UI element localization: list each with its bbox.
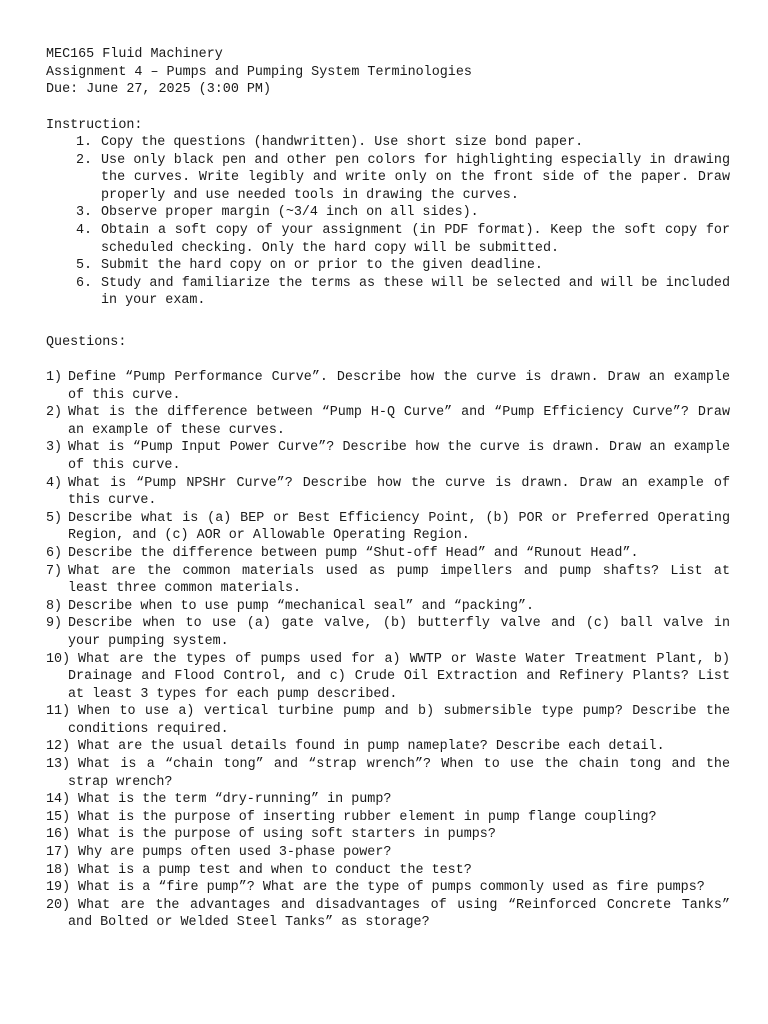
question-number: 11)	[46, 704, 71, 720]
question-item	[46, 563, 730, 598]
question-text: What are the common materials used as pump impellers and pump shafts? List at least three common materials.	[68, 563, 730, 597]
question-text: What is a “fire pump”? What are the type of pumps commonly used as fire pumps?	[78, 880, 705, 896]
question-item	[46, 809, 730, 827]
instruction-item	[70, 222, 730, 257]
question-text: Describe when to use pump “mechanical seal” and “packing”.	[68, 598, 535, 614]
question-item	[46, 369, 730, 404]
question-item	[46, 844, 730, 862]
instruction-item	[70, 134, 730, 152]
question-number: 18)	[46, 862, 71, 878]
question-number: 17)	[46, 845, 71, 861]
instruction-number: 2.	[76, 152, 93, 168]
question-text: What is “Pump Input Power Curve”? Describe how the curve is drawn. Draw an example of this curve.	[68, 440, 730, 473]
question-text: Why are pumps often used 3-phase power?	[78, 845, 392, 861]
question-text: When to use a) vertical turbine pump and b) submersible type pump? Describe the conditions required.	[68, 704, 730, 737]
question-text: Define “Pump Performance Curve”. Describe how the curve is drawn. Draw an example of this curve.	[68, 370, 730, 403]
question-number: 10)	[46, 651, 71, 667]
question-item	[46, 897, 730, 932]
instruction-text: Submit the hard copy on or prior to the given deadline.	[101, 258, 543, 274]
question-item	[46, 738, 730, 756]
question-text: What is a pump test and when to conduct the test?	[78, 862, 472, 878]
instruction-text: Copy the questions (handwritten). Use short size bond paper.	[101, 135, 584, 150]
assignment-title: Assignment 4 – Pumps and Pumping System Terminologies	[46, 64, 472, 80]
instruction-item	[70, 257, 730, 275]
question-item	[46, 879, 730, 897]
question-number: 20)	[46, 897, 71, 913]
instruction-number: 1.	[76, 135, 93, 150]
instruction-number: 3.	[76, 205, 93, 221]
instruction-text: Use only black pen and other pen colors for highlighting especially in drawing the curves. Write legibly and write only on the front side of the paper. Draw properly and use needed tools in drawing the curves.	[101, 152, 730, 203]
question-number: 6)	[46, 545, 63, 561]
instruction-text: Study and familiarize the terms as these will be selected and will be included in your exam.	[101, 275, 730, 309]
question-item	[46, 703, 730, 738]
instruction-item	[70, 204, 730, 222]
question-number: 5)	[46, 510, 63, 526]
question-item	[46, 598, 730, 616]
question-item	[46, 862, 730, 880]
question-item	[46, 826, 730, 844]
question-item	[46, 615, 730, 650]
question-item	[46, 475, 730, 510]
questions-list	[46, 369, 730, 932]
question-text: What are the advantages and disadvantages of using “Reinforced Concrete Tanks” and Bolted or Welded Steel Tanks” as storage?	[68, 897, 730, 931]
question-text: What is the term “dry-running” in pump?	[78, 792, 392, 808]
question-number: 8)	[46, 598, 63, 614]
questions-heading: Questions:	[46, 335, 127, 350]
question-item	[46, 545, 730, 563]
question-number: 19)	[46, 880, 71, 896]
question-number: 13)	[46, 757, 71, 773]
question-number: 15)	[46, 809, 71, 825]
question-text: Describe when to use (a) gate valve, (b) butterfly valve and (c) ball valve in your pumping system.	[68, 616, 730, 649]
instructions-list	[70, 134, 730, 310]
question-text: Describe what is (a) BEP or Best Efficiency Point, (b) POR or Preferred Operating Region, and (c) AOR or Allowable Operating Region.	[68, 510, 730, 544]
question-text: What is “Pump NPSHr Curve”? Describe how the curve is drawn. Draw an example of this curve.	[68, 475, 730, 509]
question-number: 4)	[46, 475, 63, 491]
question-text: What is a “chain tong” and “strap wrench”? When to use the chain tong and the strap wrench?	[68, 757, 730, 790]
instruction-number: 5.	[76, 258, 93, 274]
document-header	[46, 46, 736, 99]
question-text: What is the purpose of using soft starters in pumps?	[78, 827, 496, 843]
question-number: 12)	[46, 739, 71, 755]
question-item	[46, 756, 730, 791]
question-item	[46, 404, 730, 439]
question-number: 14)	[46, 792, 71, 808]
question-number: 9)	[46, 616, 63, 632]
course-title: MEC165 Fluid Machinery	[46, 47, 223, 62]
question-number: 1)	[46, 370, 63, 385]
question-number: 7)	[46, 563, 63, 579]
question-text: Describe the difference between pump “Shut-off Head” and “Runout Head”.	[68, 545, 639, 561]
instruction-item	[70, 275, 730, 310]
question-text: What is the purpose of inserting rubber element in pump flange coupling?	[78, 809, 657, 825]
question-text: What is the difference between “Pump H-Q Curve” and “Pump Efficiency Curve”? Draw an example of these curves.	[68, 405, 730, 438]
question-item	[46, 439, 730, 474]
question-item	[46, 651, 730, 704]
due-date: Due: June 27, 2025 (3:00 PM)	[46, 82, 271, 98]
question-number: 16)	[46, 827, 71, 843]
instruction-item	[70, 152, 730, 205]
instruction-number: 4.	[76, 222, 93, 238]
question-item	[46, 791, 730, 809]
instruction-number: 6.	[76, 275, 93, 291]
question-text: What are the types of pumps used for a) WWTP or Waste Water Treatment Plant, b) Drainage and Flood Control, and c) Crude Oil Extraction and Refinery Plants? List at least 3 types for each pump described.	[68, 651, 730, 702]
question-item	[46, 510, 730, 545]
question-text: What are the usual details found in pump nameplate? Describe each detail.	[78, 739, 665, 755]
question-number: 3)	[46, 440, 63, 456]
instructions-heading: Instruction:	[46, 118, 143, 133]
instruction-text: Observe proper margin (~3/4 inch on all sides).	[101, 205, 479, 221]
question-number: 2)	[46, 405, 63, 421]
instruction-text: Obtain a soft copy of your assignment (in PDF format). Keep the soft copy for scheduled checking. Only the hard copy will be submitted.	[101, 222, 730, 256]
